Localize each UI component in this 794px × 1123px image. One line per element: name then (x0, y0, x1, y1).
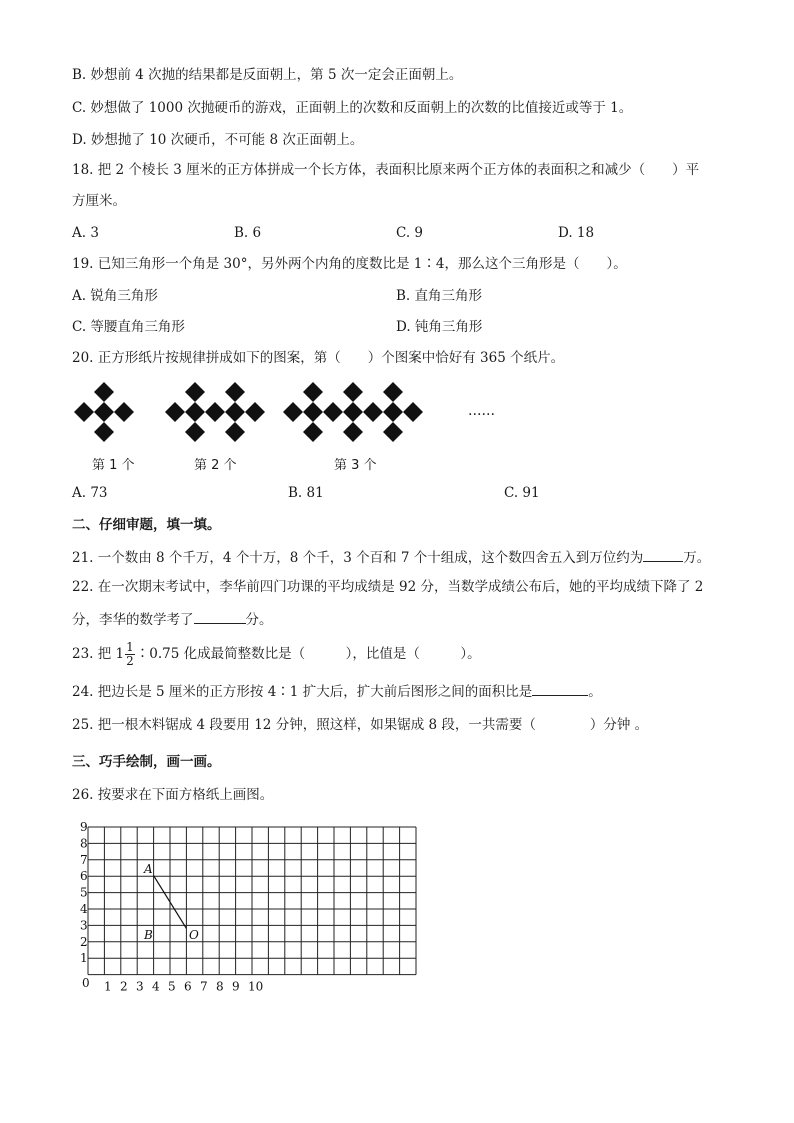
q23-text: ∶0.75 化成最简整数比是（ ），比值是（ ）。 (135, 646, 481, 662)
q24-text: 24. 把边长是 5 厘米的正方形按 4∶1 扩大后，扩大前后图形之间的面积比是 (72, 684, 533, 700)
q20-stem: 20. 正方形纸片按规律拼成如下的图案，第（ ）个图案中恰好有 365 个纸片。 (72, 350, 565, 366)
x-axis-tick-label: 10 (248, 979, 264, 994)
y-axis-tick-label: 4 (80, 902, 88, 916)
pattern-1-caption: 第 1 个 (92, 458, 135, 473)
q23-fraction-numerator: 1 (126, 640, 134, 654)
q19-option-b: B. 直角三角形 (396, 288, 483, 304)
x-axis-tick-label: 9 (232, 979, 240, 994)
y-axis-tick-label: 9 (80, 820, 88, 834)
q26: 26. 按要求在下面方格纸上画图。 (72, 787, 274, 803)
pattern-3-icon (283, 382, 423, 442)
point-b-label: B (144, 928, 153, 942)
x-axis-tick-label: 2 (120, 979, 128, 994)
q18-option-c: C. 9 (396, 225, 424, 241)
q17-option-b: B. 妙想前 4 次抛的结果都是反面朝上，第 5 次一定会正面朝上。 (72, 67, 463, 83)
q23-fraction (125, 641, 135, 668)
q19-option-a: A. 锐角三角形 (72, 288, 158, 304)
q24 (72, 681, 602, 701)
pattern-3-caption: 第 3 个 (334, 458, 377, 473)
pattern-1-icon (74, 382, 134, 442)
pattern-ellipsis: …… (468, 403, 495, 419)
q17-option-d: D. 妙想抛了 10 次硬币，不可能 8 次正面朝上。 (72, 132, 364, 148)
q22-unit: 分。 (245, 612, 273, 628)
section-2-heading: 二、仔细审题，填一填。 (72, 517, 221, 533)
q23-prefix: 23. 把 1 (72, 646, 125, 662)
point-a-label: A (144, 862, 153, 876)
q22-line1: 22. 在一次期末考试中，李华前四门功课的平均成绩是 92 分，当数学成绩公布后，她的平均成绩下降了 2 (72, 579, 704, 595)
q22-text: 分，李华的数学考了 (72, 612, 194, 628)
pattern-2-icon (165, 382, 265, 442)
x-axis-tick-label: 4 (152, 979, 160, 994)
y-axis-tick-label: 1 (80, 951, 88, 966)
q22-line2 (72, 609, 273, 629)
diamond-pattern-figure (72, 382, 512, 454)
q19-stem: 19. 已知三角形一个角是 30°，另外两个内角的度数比是 1∶4，那么这个三角形是（ ）。 (72, 256, 627, 272)
x-axis-tick-label: 7 (200, 979, 208, 994)
q20-option-c: C. 91 (504, 485, 540, 501)
q18-option-b: B. 6 (234, 225, 262, 241)
x-axis-tick-label: 1 (104, 979, 112, 994)
q21-answer-blank[interactable] (643, 547, 683, 562)
q21 (72, 547, 710, 567)
x-axis-tick-label: 6 (184, 979, 192, 994)
point-o-label: O (189, 928, 199, 942)
q18-stem-line2: 方厘米。 (72, 193, 126, 209)
origin-label: 0 (82, 976, 90, 990)
y-axis-tick-label: 7 (80, 852, 88, 867)
y-axis-tick-label: 8 (80, 836, 88, 851)
q18-option-a: A. 3 (72, 225, 99, 241)
y-axis-tick-label: 5 (80, 885, 88, 900)
q25: 25. 把一根木料锯成 4 段要用 12 分钟，照这样，如果锯成 8 段，一共需要（ ）分钟 。 (72, 717, 649, 733)
q24-end: 。 (588, 684, 602, 700)
q22-answer-blank[interactable] (194, 609, 246, 624)
q24-answer-blank[interactable] (532, 681, 588, 696)
q17-option-c: C. 妙想做了 1000 次抛硬币的游戏，正面朝上的次数和反面朝上的次数的比值接近或等于 1。 (72, 100, 633, 116)
x-axis-tick-label: 3 (136, 979, 144, 994)
q18-stem-line1: 18. 把 2 个棱长 3 厘米的正方体拼成一个长方体，表面积比原来两个正方体的表面积之和减少（ ）平 (72, 162, 700, 178)
q21-text: 21. 一个数由 8 个千万，4 个十万，8 个千，3 个百和 7 个十组成，这个数四舍五入到万位约为 (72, 550, 644, 566)
y-axis-tick-label: 6 (80, 869, 88, 884)
q20-option-b: B. 81 (288, 485, 324, 501)
coordinate-grid (60, 815, 430, 997)
q19-option-c: C. 等腰直角三角形 (72, 319, 185, 335)
x-axis-tick-label: 8 (216, 979, 224, 994)
q19-option-d: D. 钝角三角形 (396, 319, 483, 335)
q23 (72, 639, 481, 669)
y-axis-tick-label: 2 (80, 934, 88, 949)
x-axis-tick-label: 5 (168, 979, 176, 994)
q23-fraction-denominator: 2 (126, 654, 134, 668)
q18-option-d: D. 18 (558, 225, 595, 241)
q20-option-a: A. 73 (72, 485, 108, 501)
pattern-2-caption: 第 2 个 (194, 458, 237, 473)
section-3-heading: 三、巧手绘制，画一画。 (72, 754, 221, 770)
y-axis-tick-label: 3 (80, 918, 88, 933)
q21-unit: 万。 (683, 550, 711, 566)
